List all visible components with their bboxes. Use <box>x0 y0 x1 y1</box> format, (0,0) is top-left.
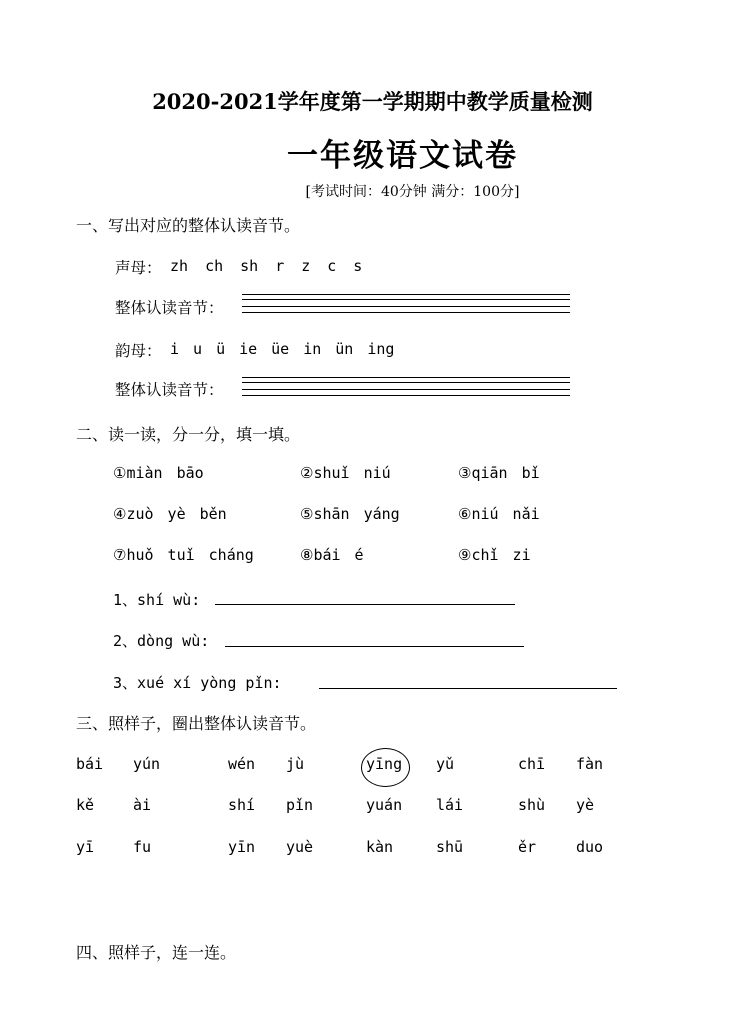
option-2-syllable: ②shuǐ <box>300 464 350 482</box>
option-9-syllable: zi <box>512 546 531 564</box>
option-6 <box>458 505 540 523</box>
option-2 <box>300 464 391 482</box>
question-2: 2、dòng wù: <box>113 632 210 650</box>
section4-heading: 四、照样子，连一连。 <box>76 943 237 962</box>
section2-heading: 二、读一读，分一分，填一填。 <box>76 425 301 444</box>
section1-heading: 一、写出对应的整体认读音节。 <box>76 216 301 235</box>
final-4: ie <box>239 340 258 358</box>
option-8 <box>300 546 364 564</box>
question-3: 3、xué xí yòng pǐn: <box>113 674 282 692</box>
final-2: u <box>193 340 203 358</box>
answer-label-1: 整体认读音节： <box>115 299 224 317</box>
option-6-syllable: nǎi <box>512 505 540 523</box>
final-7: ün <box>335 340 354 358</box>
syllable[interactable]: shí <box>228 796 256 814</box>
option-3-syllable: bǐ <box>521 464 540 482</box>
example-circle <box>361 748 410 787</box>
final-6: in <box>303 340 322 358</box>
option-7 <box>113 546 254 564</box>
syllable[interactable]: pǐn <box>286 796 314 814</box>
syllable[interactable]: duo <box>576 838 604 856</box>
option-3 <box>458 464 540 482</box>
syllable[interactable]: lái <box>436 796 464 814</box>
writing-lines-1[interactable] <box>242 294 570 312</box>
exam-info: [考试时间：40分钟 满分：100分] <box>305 184 520 200</box>
option-8-syllable: é <box>354 546 364 564</box>
syllable[interactable]: shū <box>436 838 464 856</box>
syllable[interactable]: yǔ <box>436 755 455 773</box>
option-1-syllable: bāo <box>176 464 204 482</box>
answer-blank-1[interactable] <box>215 604 515 605</box>
option-7-syllable: cháng <box>208 546 254 564</box>
syllable[interactable]: kě <box>76 796 95 814</box>
option-8-syllable: ⑧bái <box>300 546 341 564</box>
syllable[interactable]: yīng <box>366 755 403 773</box>
syllable[interactable]: jù <box>286 755 305 773</box>
initial-4: r <box>275 257 285 275</box>
option-7-syllable: ⑦huǒ <box>113 546 154 564</box>
option-9 <box>458 546 531 564</box>
syllable[interactable]: bái <box>76 755 104 773</box>
syllable[interactable]: fàn <box>576 755 604 773</box>
writing-lines-2[interactable] <box>242 377 570 395</box>
option-4-syllable: yè <box>167 505 186 523</box>
option-5 <box>300 505 400 523</box>
syllable[interactable]: kàn <box>366 838 394 856</box>
question-1: 1、shí wù: <box>113 591 201 609</box>
syllable[interactable]: yī <box>76 838 95 856</box>
option-3-syllable: ③qiān <box>458 464 508 482</box>
syllable[interactable]: ěr <box>518 838 537 856</box>
option-4-syllable: běn <box>199 505 227 523</box>
finals-list <box>170 340 408 358</box>
option-1-syllable: ①miàn <box>113 464 163 482</box>
initial-1: zh <box>170 257 189 275</box>
option-1 <box>113 464 204 482</box>
option-5-syllable: ⑤shān <box>300 505 350 523</box>
initial-3: sh <box>240 257 259 275</box>
option-2-syllable: niú <box>363 464 391 482</box>
option-7-syllable: tuǐ <box>167 546 195 564</box>
syllable[interactable]: yuè <box>286 838 314 856</box>
syllable[interactable]: fu <box>133 838 152 856</box>
exam-title: 2020-2021学年度第一学期期中教学质量检测 <box>152 89 593 114</box>
section3-heading: 三、照样子，圈出整体认读音节。 <box>76 714 317 733</box>
answer-blank-2[interactable] <box>225 646 524 647</box>
final-8: ing <box>367 340 395 358</box>
syllable[interactable]: ài <box>133 796 152 814</box>
syllable[interactable]: yè <box>576 796 595 814</box>
syllable[interactable]: shù <box>518 796 546 814</box>
final-5: üe <box>271 340 290 358</box>
option-6-syllable: ⑥niú <box>458 505 499 523</box>
final-3: ü <box>216 340 226 358</box>
option-9-syllable: ⑨chǐ <box>458 546 499 564</box>
initials-label: 声母： <box>115 259 162 277</box>
syllable[interactable]: yún <box>133 755 161 773</box>
answer-label-2: 整体认读音节： <box>115 381 224 399</box>
syllable[interactable]: yīn <box>228 838 256 856</box>
syllable[interactable]: wén <box>228 755 256 773</box>
initial-5: z <box>301 257 311 275</box>
initial-6: c <box>327 257 337 275</box>
syllable[interactable]: chī <box>518 755 546 773</box>
option-4-syllable: ④zuò <box>113 505 154 523</box>
final-1: i <box>170 340 180 358</box>
answer-blank-3[interactable] <box>319 688 617 689</box>
initial-7: s <box>353 257 363 275</box>
initial-2: ch <box>205 257 224 275</box>
option-5-syllable: yáng <box>363 505 400 523</box>
syllable[interactable]: yuán <box>366 796 403 814</box>
finals-label: 韵母： <box>115 342 162 360</box>
option-4 <box>113 505 227 523</box>
initials-list <box>170 257 379 275</box>
exam-subject: 一年级语文试卷 <box>287 138 518 174</box>
